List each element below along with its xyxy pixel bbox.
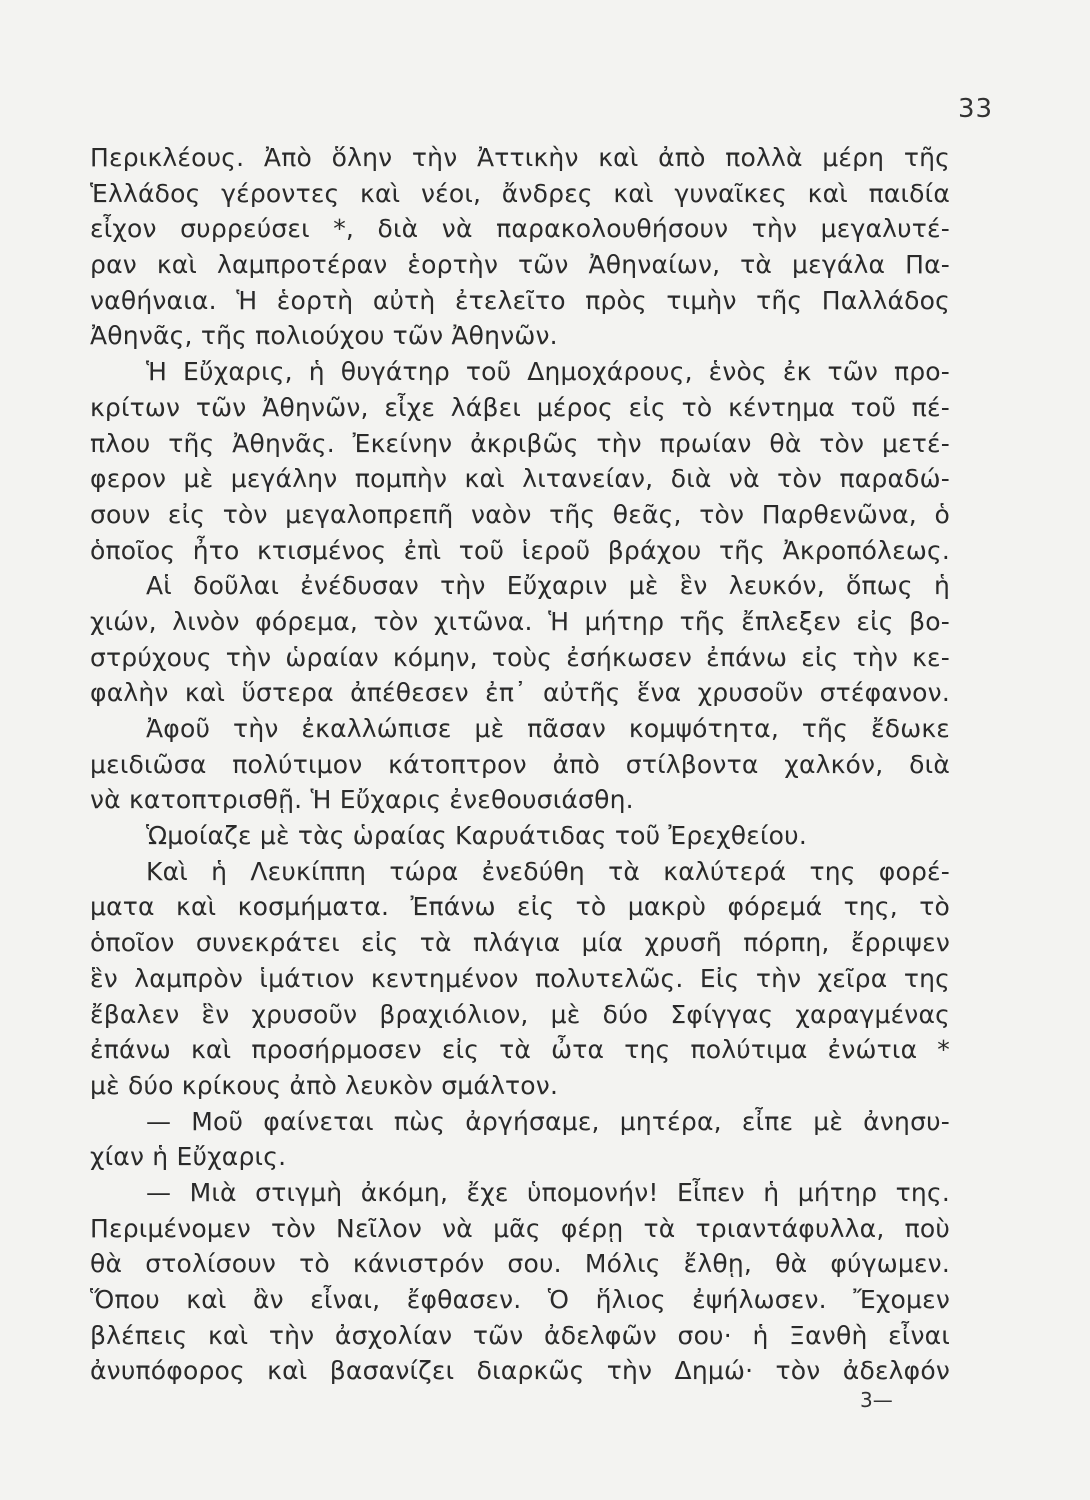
text-line: Περιμένομεν τὸν Νεῖλον νὰ μᾶς φέρῃ τὰ τριαντάφυλλα, ποὺ: [90, 1213, 950, 1243]
text-line: Ὅπου καὶ ἂν εἶναι, ἔφθασεν. Ὁ ἥλιος ἐψήλωσεν. Ἔχομεν: [90, 1285, 950, 1314]
text-line: βλέπεις καὶ τὴν ἀσχολίαν τῶν ἀδελφῶν σου· ἡ Ξανθὴ εἶναι: [90, 1320, 950, 1350]
text-line: πλου τῆς Ἀθηνᾶς. Ἐκείνην ἀκριβῶς τὴν πρωίαν θὰ τὸν μετέ-: [90, 428, 950, 458]
text-line: κρίτων τῶν Ἀθηνῶν, εἶχε λάβει μέρος εἰς τὸ κέντημα τοῦ πέ-: [90, 392, 950, 422]
text-line: ἓν λαμπρὸν ἱμάτιον κεντημένον πολυτελῶς. Εἰς τὴν χεῖρα της: [90, 963, 950, 993]
text-line: φερον μὲ μεγάλην πομπὴν καὶ λιτανείαν, διὰ νὰ τὸν παραδώ-: [90, 464, 950, 494]
text-line: Ἑλλάδος γέροντες καὶ νέοι, ἄνδρες καὶ γυναῖκες καὶ παιδία: [90, 178, 950, 208]
signature-mark: 3—: [860, 1388, 893, 1412]
text-line: ἔβαλεν ἓν χρυσοῦν βραχιόλιον, μὲ δύο Σφίγγας χαραγμένας: [90, 999, 950, 1029]
text-line: ὁποῖον συνεκράτει εἰς τὰ πλάγια μία χρυσῆ πόρπη, ἔρριψεν: [90, 928, 950, 958]
text-line: Ἀφοῦ τὴν ἐκαλλώπισε μὲ πᾶσαν κομψότητα, τῆς ἔδωκε: [146, 714, 950, 743]
text-line: ναθήναια. Ἡ ἑορτὴ αὐτὴ ἐτελεῖτο πρὸς τιμὴν τῆς Παλλάδος: [90, 285, 950, 315]
text-line: — Μοῦ φαίνεται πὼς ἀργήσαμε, μητέρα, εἶπε μὲ ἀνησυ-: [146, 1106, 950, 1136]
text-line: Περικλέους. Ἀπὸ ὅλην τὴν Ἀττικὴν καὶ ἀπὸ πολλὰ μέρη τῆς: [90, 143, 950, 172]
text-line: Ὡμοίαζε μὲ τὰς ὡραίας Καρυάτιδας τοῦ Ἐρεχθείου.: [146, 821, 807, 851]
text-line: Ἀθηνᾶς, τῆς πολιούχου τῶν Ἀθηνῶν.: [90, 321, 558, 351]
text-line: στρύχους τὴν ὡραίαν κόμην, τοὺς ἐσήκωσεν ἐπάνω εἰς τὴν κε-: [90, 642, 950, 672]
text-line: Καὶ ἡ Λευκίππη τώρα ἐνεδύθη τὰ καλύτερά της φορέ-: [146, 856, 950, 886]
text-line: Αἱ δοῦλαι ἐνέδυσαν τὴν Εὔχαριν μὲ ἓν λευκόν, ὅπως ἡ: [146, 571, 950, 601]
text-line: θὰ στολίσουν τὸ κάνιστρόν σου. Μόλις ἔλθῃ, θὰ φύγωμεν.: [90, 1249, 950, 1279]
text-line: φαλὴν καὶ ὕστερα ἀπέθεσεν ἐπ᾽ αὐτῆς ἕνα χρυσοῦν στέφανον.: [90, 678, 950, 708]
text-line: Ἡ Εὔχαρις, ἡ θυγάτηρ τοῦ Δημοχάρους, ἑνὸς ἐκ τῶν προ-: [146, 357, 950, 387]
text-line: χίαν ἡ Εὔχαρις.: [90, 1142, 287, 1172]
text-line: ἐπάνω καὶ προσήρμοσεν εἰς τὰ ὦτα της πολύτιμα ἐνώτια *: [90, 1035, 950, 1065]
text-line: μειδιῶσα πολύτιμον κάτοπτρον ἀπὸ στίλβοντα χαλκόν, διὰ: [90, 749, 950, 779]
text-line: ματα καὶ κοσμήματα. Ἐπάνω εἰς τὸ μακρὺ φόρεμά της, τὸ: [90, 892, 950, 922]
page-number: 33: [958, 94, 994, 124]
text-line: νὰ κατοπτρισθῇ. Ἡ Εὔχαρις ἐνεθουσιάσθη.: [90, 785, 634, 815]
body-text: [90, 140, 950, 1389]
text-line: ὁποῖος ἦτο κτισμένος ἐπὶ τοῦ ἱεροῦ βράχου τῆς Ἀκροπόλεως.: [90, 535, 950, 565]
text-line: ραν καὶ λαμπροτέραν ἑορτὴν τῶν Ἀθηναίων, τὰ μεγάλα Πα-: [90, 250, 950, 280]
text-line: — Μιὰ στιγμὴ ἀκόμη, ἔχε ὑπομονήν! Εἶπεν ἡ μήτηρ της.: [146, 1177, 950, 1207]
text-line: σουν εἰς τὸν μεγαλοπρεπῆ ναὸν τῆς θεᾶς, τὸν Παρθενῶνα, ὁ: [90, 499, 950, 529]
text-line: ἀνυπόφορος καὶ βασανίζει διαρκῶς τὴν Δημώ· τὸν ἀδελφόν: [90, 1356, 950, 1386]
text-line: εἶχον συρρεύσει *, διὰ νὰ παρακολουθήσουν τὴν μεγαλυτέ-: [90, 214, 950, 244]
text-line: μὲ δύο κρίκους ἀπὸ λευκὸν σμάλτον.: [90, 1070, 559, 1100]
text-line: χιών, λινὸν φόρεμα, τὸν χιτῶνα. Ἡ μήτηρ τῆς ἔπλεξεν εἰς βο-: [90, 606, 950, 636]
